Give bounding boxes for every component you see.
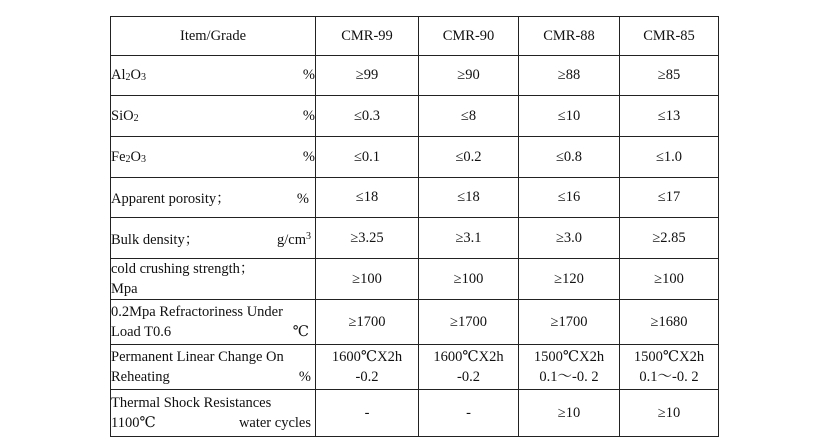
- value-cell: ≥85: [620, 56, 719, 96]
- value-cell: ≤18: [316, 178, 419, 218]
- value-cell: ≤18: [419, 178, 519, 218]
- table-row: [111, 300, 719, 345]
- value-result: -0.2: [457, 369, 480, 385]
- value-condition: 1500℃X2h: [633, 349, 705, 365]
- table-row: [111, 137, 719, 178]
- value-cell: ≥3.25: [316, 218, 419, 259]
- value-cell: ≤0.3: [316, 96, 419, 137]
- properties-table: [110, 16, 719, 437]
- value-condition: 1500℃X2h: [533, 349, 605, 365]
- value-cell: [316, 345, 419, 390]
- property-unit: %: [296, 191, 309, 207]
- property-name-line2: Reheating: [111, 369, 170, 385]
- value-cell: [519, 345, 620, 390]
- value-cell: [419, 345, 519, 390]
- table-row: [111, 345, 719, 390]
- property-unit: %: [302, 107, 315, 124]
- value-cell: ≥100: [419, 259, 519, 300]
- property-cell: [111, 345, 316, 390]
- value-condition: 1600℃X2h: [433, 349, 504, 365]
- property-cell: [111, 218, 316, 259]
- property-name: SiO$_2$: [111, 107, 139, 124]
- value-cell: ≥2.85: [620, 218, 719, 259]
- table-row: [111, 178, 719, 218]
- value-cell: ≥88: [519, 56, 620, 96]
- property-cell: [111, 300, 316, 345]
- property-name: $Al_2O_3$: [111, 67, 146, 83]
- value-cell: ≥10: [620, 390, 719, 437]
- value-cell: [620, 345, 719, 390]
- property-cell: [111, 96, 316, 137]
- property-name: Bulk density；: [111, 231, 200, 248]
- value-cell: ≤0.2: [419, 137, 519, 178]
- table-row: [111, 390, 719, 437]
- grade-header-cmr99: CMR-99: [316, 17, 419, 56]
- value-cell: ≥1700: [419, 300, 519, 345]
- value-cell: ≥1700: [316, 300, 419, 345]
- value-cell: ≥10: [519, 390, 620, 437]
- property-name: $Fe_2O_3$: [111, 148, 146, 165]
- value-cell: ≤16: [519, 178, 620, 218]
- property-name-line1: Thermal Shock Resistances: [111, 395, 272, 411]
- value-cell: ≥90: [419, 56, 519, 96]
- value-cell: ≤1.0: [620, 137, 719, 178]
- property-name: Apparent porosity；: [111, 191, 231, 207]
- value-cell: ≤8: [419, 96, 519, 137]
- grade-header-cmr85: CMR-85: [620, 17, 719, 56]
- property-name-line1: cold crushing strength；: [111, 261, 255, 277]
- property-cell: [111, 259, 316, 300]
- property-cell: [111, 178, 316, 218]
- property-unit: ℃: [292, 324, 309, 340]
- table-row: [111, 96, 719, 137]
- value-cell: ≥100: [316, 259, 419, 300]
- property-cell: [111, 56, 316, 96]
- property-name-line2: Load T0.6: [111, 324, 172, 340]
- property-unit: $g/cm^3$: [277, 230, 311, 248]
- property-name-line1: 0.2Mpa Refractoriness Under: [111, 304, 283, 320]
- grade-header-cmr88: CMR-88: [519, 17, 620, 56]
- value-cell: -: [316, 390, 419, 437]
- value-cell: ≤13: [620, 96, 719, 137]
- property-unit: %: [302, 67, 315, 83]
- value-cell: ≥1700: [519, 300, 620, 345]
- property-cell: [111, 390, 316, 437]
- property-cell: [111, 137, 316, 178]
- value-cell: ≥120: [519, 259, 620, 300]
- value-cell: ≤0.1: [316, 137, 419, 178]
- property-name-line2: Mpa: [111, 281, 138, 297]
- property-unit: %: [302, 148, 315, 165]
- item-grade-header: Item/Grade: [111, 17, 316, 56]
- value-cell: ≥3.1: [419, 218, 519, 259]
- value-cell: ≤0.8: [519, 137, 620, 178]
- value-cell: -: [419, 390, 519, 437]
- value-cell: ≥99: [316, 56, 419, 96]
- value-cell: ≥3.0: [519, 218, 620, 259]
- value-cell: ≤17: [620, 178, 719, 218]
- table-row: [111, 56, 719, 96]
- value-cell: ≥1680: [620, 300, 719, 345]
- property-name-line1: Permanent Linear Change On: [111, 349, 284, 365]
- value-condition: 1600℃X2h: [331, 349, 403, 365]
- header-row: [111, 17, 719, 56]
- value-result: 0.1～-0. 2: [539, 369, 599, 385]
- table-row: [111, 259, 719, 300]
- value-cell: ≤10: [519, 96, 620, 137]
- grade-header-cmr90: CMR-90: [419, 17, 519, 56]
- property-name-line2: 1100℃: [111, 415, 156, 431]
- value-result: 0.1～-0. 2: [639, 369, 699, 385]
- value-cell: ≥100: [620, 259, 719, 300]
- property-unit: %: [298, 369, 311, 385]
- value-result: -0.2: [355, 369, 379, 385]
- table-row: [111, 218, 719, 259]
- property-unit: water cycles: [238, 415, 311, 431]
